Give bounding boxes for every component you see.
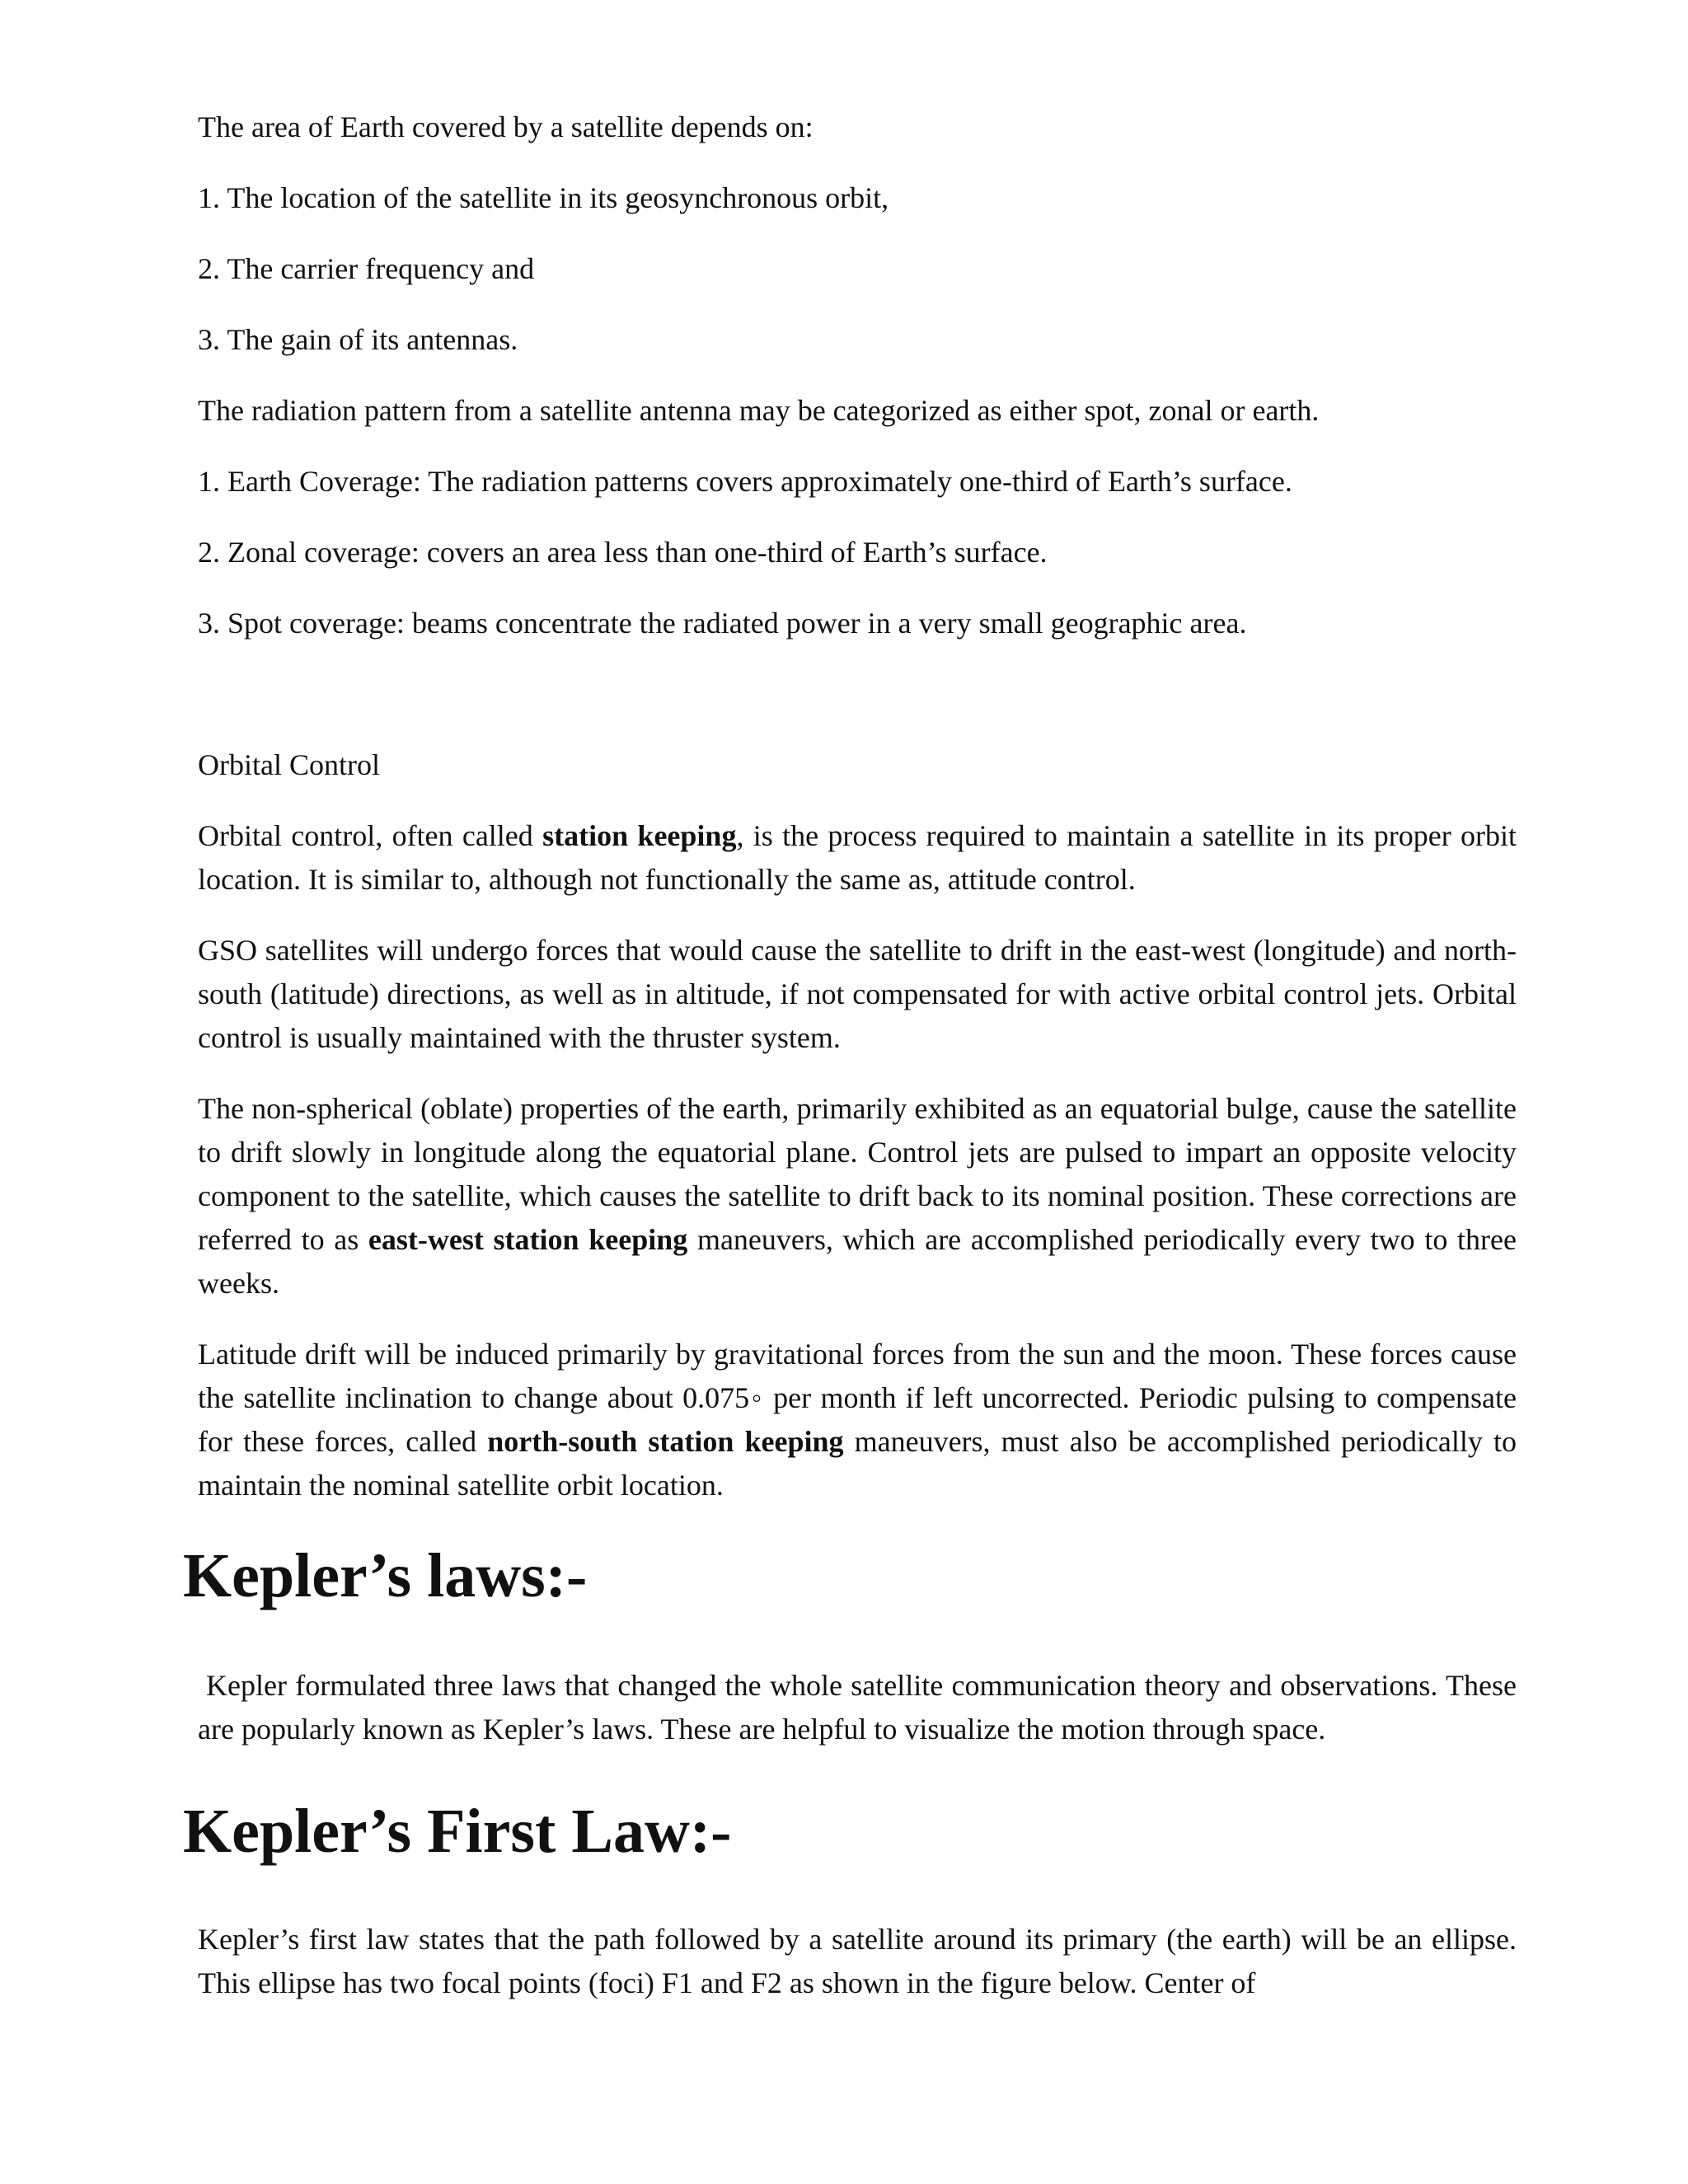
text-run: Latitude drift will be induced primarily by gravitational forces from the sun and the moon. These forces cause the satellite inclination to change about 0.075◦ per month if left uncorrected. Periodic pulsing to compensate for these forces, called bbox=[198, 1338, 1517, 1458]
orbital-control-paragraph-1 bbox=[198, 814, 1517, 902]
bold-term-station-keeping: station keeping bbox=[542, 819, 737, 852]
radiation-type-zonal: 2. Zonal coverage: covers an area less than one-third of Earth’s surface. bbox=[198, 536, 1048, 569]
coverage-intro: The area of Earth covered by a satellite depends on: bbox=[198, 110, 814, 143]
orbital-control-title: Orbital Control bbox=[198, 748, 380, 781]
orbital-control-paragraph-2: GSO satellites will undergo forces that would cause the satellite to drift in the east-west (longitude) and north-south (latitude) directions, as well as in altitude, if not compensated for with active orbital control jets. Orbital control is usually maintained with the thruster system. bbox=[198, 934, 1517, 1054]
radiation-intro: The radiation pattern from a satellite antenna may be categorized as either spot, zonal or earth. bbox=[198, 394, 1320, 427]
text-run: maneuvers, must also be accomplished periodically to maintain the nominal satellite orbit location. bbox=[198, 1425, 1517, 1502]
coverage-factor-2: 2. The carrier frequency and bbox=[198, 252, 535, 285]
coverage-factor-3: 3. The gain of its antennas. bbox=[198, 323, 518, 356]
text-run: The non-spherical (oblate) properties of the earth, primarily exhibited as an equatorial bulge, cause the satellite to drift slowly in longitude along the equatorial plane. Control jets are pulsed to impart an opposite velocity component to the satellite, which causes the satellite to drift back to its nominal position. These corrections are referred to as bbox=[198, 1092, 1517, 1256]
first-law-body: Kepler’s first law states that the path followed by a satellite around its primary (the earth) will be an ellipse. This ellipse has two focal points (foci) F1 and F2 as shown in the figure below. Center of bbox=[198, 1923, 1517, 1999]
radiation-type-earth: 1. Earth Coverage: The radiation patterns covers approximately one-third of Earth’s surface. bbox=[198, 465, 1292, 498]
orbital-control-paragraph-3 bbox=[198, 1087, 1517, 1305]
bold-term-east-west: east-west station keeping bbox=[368, 1223, 688, 1256]
keplers-laws-heading: Kepler’s laws:- bbox=[183, 1541, 588, 1610]
bold-term-north-south: north-south station keeping bbox=[487, 1425, 844, 1458]
keplers-laws-body: Kepler formulated three laws that changed the whole satellite communication theory and observations. These are popularly known as Kepler’s laws. These are helpful to visualize the motion through space. bbox=[198, 1669, 1517, 1746]
text-run: maneuvers, which are accomplished periodically every two to three weeks. bbox=[198, 1223, 1517, 1300]
orbital-control-paragraph-4 bbox=[198, 1333, 1517, 1507]
first-law-heading: Kepler’s First Law:- bbox=[183, 1797, 732, 1866]
coverage-factor-1: 1. The location of the satellite in its geosynchronous orbit, bbox=[198, 181, 889, 214]
text-run: , is the process required to maintain a satellite in its proper orbit location. It is similar to, although not functionally the same as, attitude control. bbox=[198, 819, 1517, 896]
radiation-type-spot: 3. Spot coverage: beams concentrate the radiated power in a very small geographic area. bbox=[198, 607, 1247, 640]
page-content bbox=[183, 105, 1517, 2005]
text-run: Orbital control, often called bbox=[198, 819, 543, 852]
